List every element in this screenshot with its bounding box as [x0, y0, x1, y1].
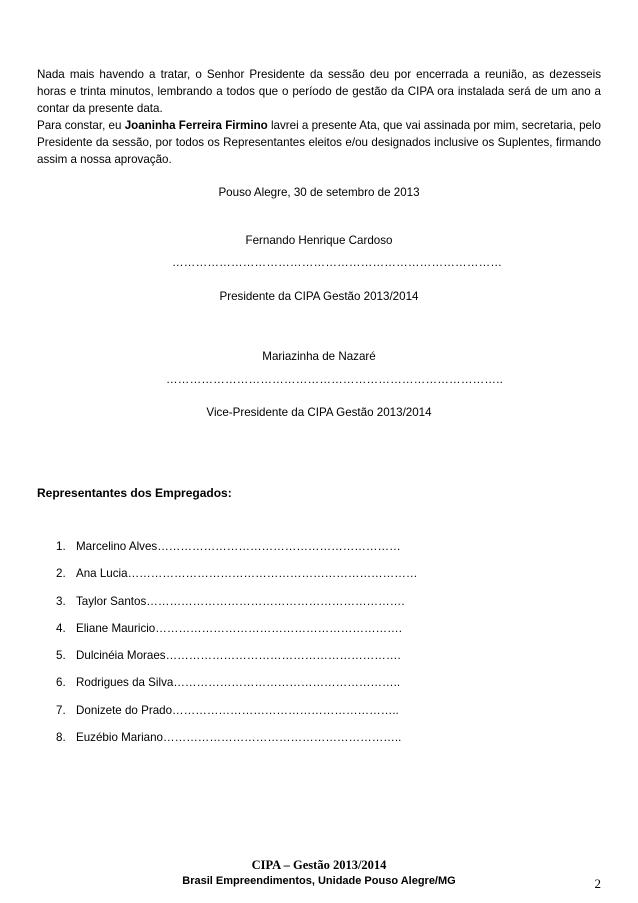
item-name: Ana Lucia	[76, 567, 128, 581]
list-item	[56, 567, 418, 594]
statement-intro: Para constar, eu	[37, 119, 125, 132]
item-dots: …………………………………………………….	[165, 649, 401, 663]
list-item	[56, 595, 406, 622]
representatives-heading: Representantes dos Empregados:	[37, 486, 232, 500]
item-dots: ……………………………………………………….	[155, 621, 402, 635]
president-role: Presidente da CIPA Gestão 2013/2014	[219, 290, 419, 303]
vice-president-signature-line: …………………………………………………………………………..	[166, 373, 504, 386]
vice-president-role: Vice-Presidente da CIPA Gestão 2013/2014	[206, 406, 432, 419]
item-number: 6.	[56, 676, 66, 690]
footer-title: CIPA – Gestão 2013/2014	[251, 858, 387, 872]
place-and-date: Pouso Alegre, 30 de setembro de 2013	[218, 186, 420, 199]
statement-rest: lavrei a presente Ata, que vai assinada por mim, secretaria, pelo Presidente da sessão, por todos os Representantes eleitos e/ou designados inclusive os Suplentes, firmando assim a nossa aprovação.	[37, 119, 601, 166]
list-item	[56, 540, 406, 567]
item-number: 5.	[56, 649, 66, 663]
item-number: 7.	[56, 703, 66, 717]
item-number: 2.	[56, 567, 66, 581]
item-name: Dulcinéia Moraes	[76, 649, 166, 663]
signature-statement-paragraph	[37, 117, 601, 168]
item-dots: ………………………………………………………….	[146, 594, 405, 608]
list-item	[56, 676, 406, 703]
vice-president-name: Mariazinha de Nazaré	[262, 350, 376, 363]
closing-text	[37, 66, 601, 168]
item-number: 8.	[56, 731, 66, 745]
item-name: Eliane Mauricio	[76, 621, 156, 635]
item-dots: …………………………………………………..	[173, 676, 401, 690]
item-name: Euzébio Mariano	[76, 731, 164, 745]
closing-paragraph: Nada mais havendo a tratar, o Senhor Presidente da sessão deu por encerrada a reunião, as dezesseis horas e trinta minutos, lembrando a todos que o período de gestão da CIPA ora instalada será de um ano a contar da presente data.	[37, 68, 601, 115]
president-name: Fernando Henrique Cardoso	[245, 234, 393, 247]
list-item	[56, 731, 406, 758]
secretary-name: Joaninha Ferreira Firmino	[124, 119, 268, 132]
item-dots: …………………………………………………..	[172, 703, 399, 717]
item-name: Donizete do Prado	[76, 703, 173, 717]
item-number: 4.	[56, 621, 66, 635]
item-dots: ……………………………………………………..	[163, 731, 402, 745]
list-item	[56, 704, 406, 731]
item-number: 3.	[56, 594, 66, 608]
item-dots: …………………………………………………………………	[127, 567, 418, 581]
list-item	[56, 649, 406, 676]
item-number: 1.	[56, 540, 66, 553]
footer-subtitle: Brasil Empreendimentos, Unidade Pouso Alegre/MG	[182, 875, 456, 887]
page-number: 2	[594, 876, 601, 891]
item-name: Taylor Santos	[76, 594, 147, 608]
list-item	[56, 622, 406, 649]
representatives-list	[56, 540, 418, 758]
item-name: Rodrigues da Silva	[76, 676, 174, 690]
item-name: Marcelino Alves	[76, 540, 158, 553]
item-dots: ………………………………………………………	[157, 540, 401, 553]
president-signature-line: …………………………………………………………………………	[172, 256, 503, 269]
